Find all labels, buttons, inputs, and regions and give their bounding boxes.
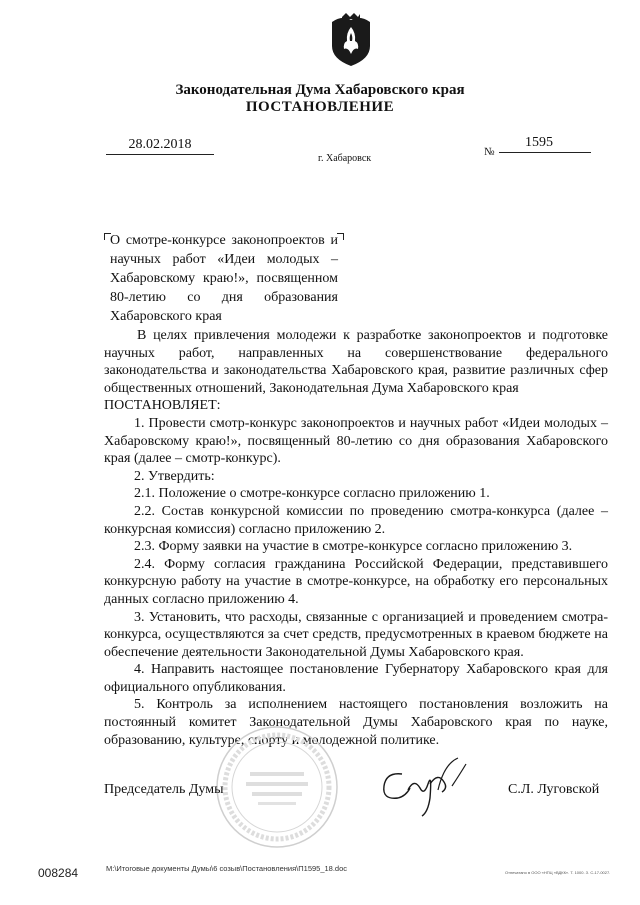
official-seal-stamp	[214, 724, 340, 850]
document-date: 28.02.2018	[106, 136, 214, 155]
body-paragraph: 2.1. Положение о смотре-конкурсе согласно приложению 1.	[134, 486, 490, 502]
signer-position: Председатель Думы	[104, 782, 224, 797]
subject-corner-right	[337, 233, 344, 240]
document-type: ПОСТАНОВЛЕНИЕ	[245, 99, 395, 115]
document-city: г. Хабаровск	[318, 153, 372, 164]
body-paragraph: 2.2. Состав конкурсной комиссии по проведению смотра-конкурса (далее – конкурсная комиссия) согласно приложению 2.	[104, 503, 608, 537]
coat-of-arms-emblem	[328, 12, 374, 68]
organization-name: Законодательная Дума Хабаровского края	[175, 82, 465, 98]
body-paragraph: 5. Контроль за исполнением настоящего постановления возложить на постоянный комитет Законодательной Думы Хабаровского края по науке, образованию, культуре, спорту и молодежной политике.	[104, 697, 608, 748]
body-paragraph: 3. Установить, что расходы, связанные с организацией и проведением смотра-конкурса, осуществляются за счет средств, предусмотренных в краевом бюджете на обеспечение деятельности Законодательной Думы Хабаровского края.	[104, 609, 608, 660]
signer-name: С.Л. Луговской	[508, 782, 600, 797]
body-paragraph: 2. Утвердить:	[134, 468, 215, 484]
body-paragraph: 4. Направить настоящее постановление Губернатору Хабаровского края для официального опубликования.	[104, 662, 608, 695]
file-path: M:\Итоговые документы Думы\6 созыв\Постановления\П1595_18.doc	[106, 864, 348, 873]
body-paragraph: В целях привлечения молодежи к разработке законопроектов и подготовке научных работ, направленных на совершенствование федерального законодательства и законодательства Хабаровского края, развитие различных сфер общественных отношений, Законодательная Дума Хабаровского края	[104, 328, 608, 396]
document-number: 1595	[499, 134, 591, 153]
body-paragraph: 2.4. Форму согласия гражданина Российской Федерации, представившего конкурсную работу на участие в смотре-конкурсе, на обработку его персональных данных согласно приложению 4.	[104, 556, 608, 607]
document-body	[104, 327, 608, 749]
body-paragraph: 2.3. Форму заявки на участие в смотре-конкурсе согласно приложению 3.	[134, 539, 573, 555]
body-paragraph-resolves: ПОСТАНОВЛЯЕТ:	[104, 398, 221, 414]
body-paragraph: 1. Провести смотр-конкурс законопроектов и научных работ «Идеи молодых – Хабаровскому краю!», посвященный 80-летию со дня образования Хабаровского края (далее – смотр-конкурс).	[104, 415, 608, 467]
registration-number: 008284	[38, 866, 79, 880]
handwritten-signature	[372, 752, 472, 820]
print-info: Отпечатано в ООО «НПЦ «ВДКК». Т. 1000. З. С-17-0027.	[505, 870, 611, 875]
number-label: №	[484, 146, 495, 158]
document-subject: О смотре-конкурсе законопроектов и научных работ «Идеи молодых – Хабаровскому краю!», посвященном 80-летию со дня образования Хабаровского края	[110, 233, 338, 324]
